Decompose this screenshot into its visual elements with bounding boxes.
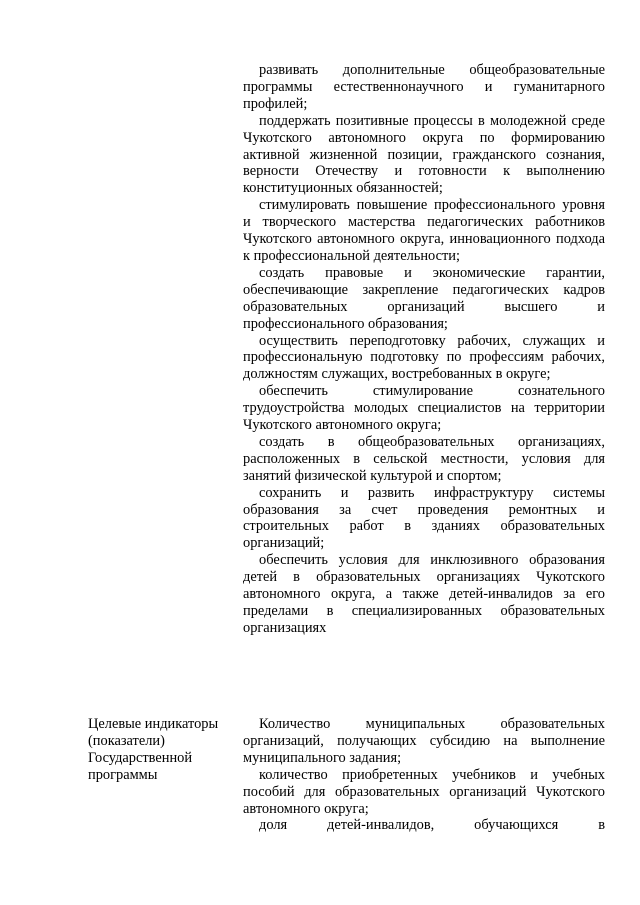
task-paragraph: развивать дополнительные общеобразовательные программы естественнонаучного и гуманитарного профилей; (243, 62, 605, 112)
indicators-label-line: Государственной (88, 750, 193, 766)
task-paragraph: стимулировать повышение профессионального уровня и творческого мастерства педагогических работников Чукотского автономного округа, инновационного подхода к профессиональной деятельности; (243, 197, 605, 264)
indicators-label (88, 716, 238, 784)
indicators-label-line: Целевые индикаторы (88, 716, 219, 732)
tasks-list (243, 62, 605, 637)
indicators-label-line: программы (88, 767, 158, 783)
task-paragraph: обеспечить условия для инклюзивного образования детей в образовательных организациях Чукотского автономного округа, а также детей-инвалидов за его пределами в специализированных образовательных организациях (243, 552, 605, 636)
indicators-label-line: (показатели) (88, 733, 165, 749)
task-paragraph: обеспечить стимулирование сознательного трудоустройства молодых специалистов на территории Чукотского автономного округа; (243, 383, 605, 434)
indicator-paragraph: доля детей-инвалидов, обучающихся в (259, 817, 605, 834)
task-paragraph: поддержать позитивные процессы в молодежной среде Чукотского автономного округа по формированию активной жизненной позиции, гражданского сознания, верности Отечеству и готовности к выполнению конституционных обязанностей; (243, 112, 605, 197)
task-paragraph: сохранить и развить инфраструктуру системы образования за счет проведения ремонтных и строительных работ в зданиях образовательных организаций; (243, 484, 605, 552)
indicators-list (243, 716, 605, 834)
task-paragraph: создать правовые и экономические гарантии, обеспечивающие закрепление педагогических кадров образовательных организаций высшего и профессионального образования; (243, 264, 605, 332)
indicator-paragraph: количество приобретенных учебников и учебных пособий для образовательных организаций Чукотского автономного округа; (243, 766, 605, 817)
task-paragraph: осуществить переподготовку рабочих, служащих и профессиональную подготовку по профессиям рабочих, должностям служащих, востребованных в округе; (243, 332, 605, 383)
task-paragraph: создать в общеобразовательных организациях, расположенных в сельской местности, условия для занятий физической культурой и спортом; (243, 433, 605, 484)
indicator-paragraph: Количество муниципальных образовательных организаций, получающих субсидию на выполнение муниципального задания; (243, 716, 605, 766)
